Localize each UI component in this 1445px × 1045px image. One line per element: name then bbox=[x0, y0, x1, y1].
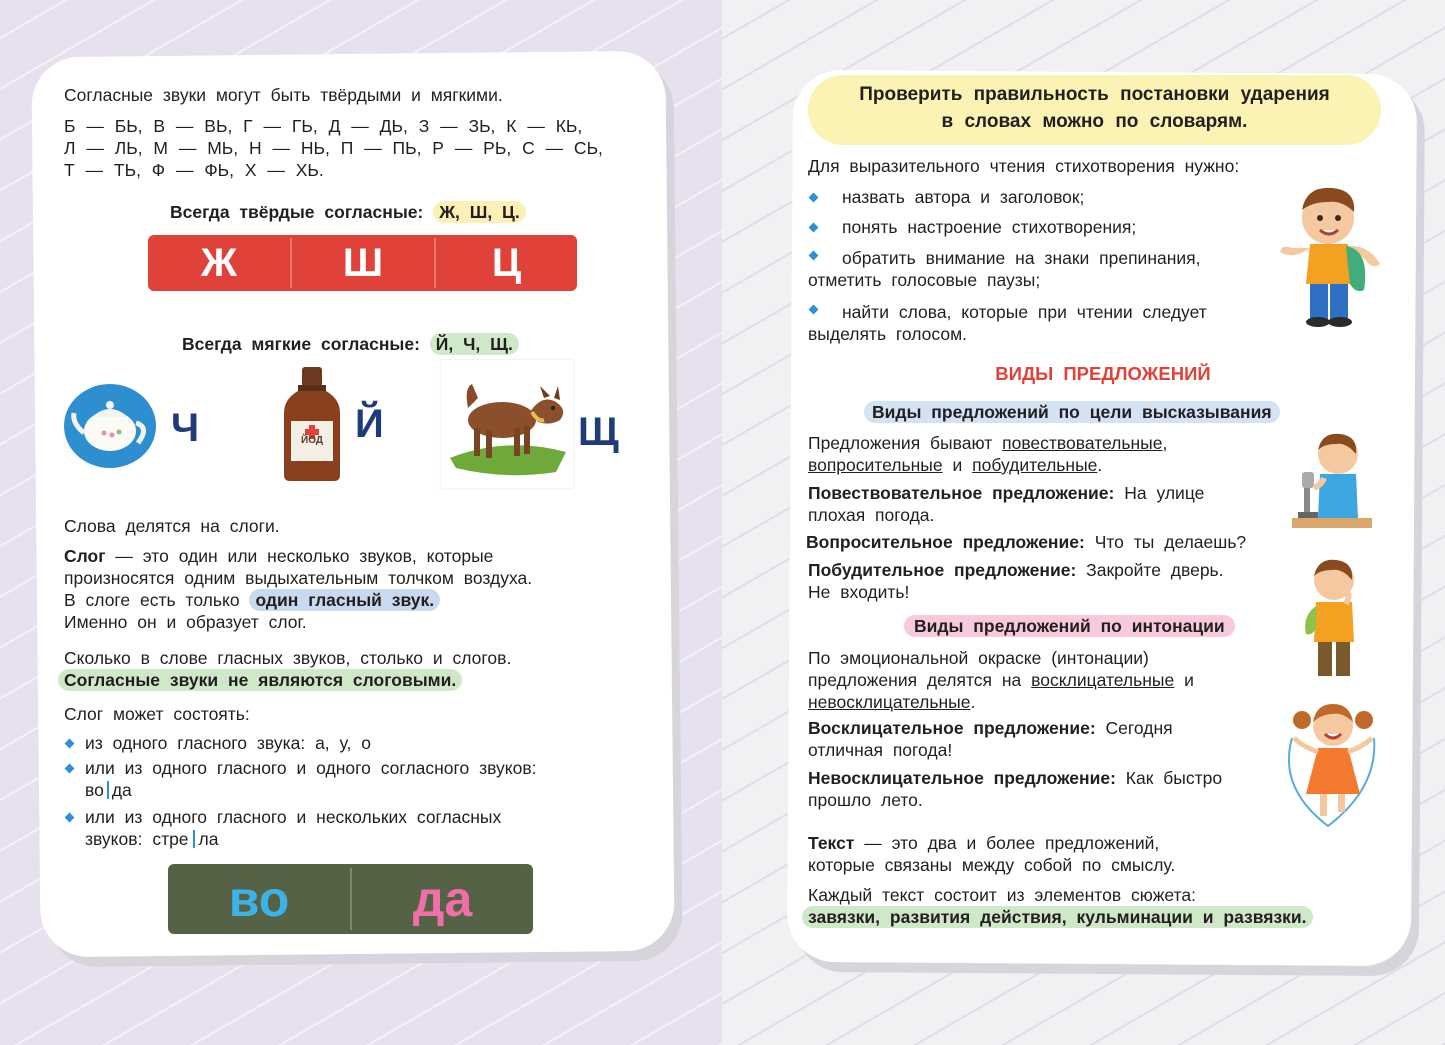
syllable-definition-line-1 bbox=[64, 545, 493, 567]
syllable-divider bbox=[107, 781, 109, 799]
purpose-title bbox=[864, 401, 1280, 423]
purpose-kind-narrative: повествовательные bbox=[1002, 433, 1163, 453]
syllable-term: Слог bbox=[64, 546, 106, 566]
reading-item-2: понять настроение стихотворения; bbox=[842, 217, 1137, 237]
syllable-def-1: — это один или несколько звуков, которые bbox=[105, 546, 494, 566]
girl-with-jump-rope-icon bbox=[1278, 698, 1388, 830]
question-line bbox=[806, 531, 1246, 553]
purpose-kind-imperative: побудительные bbox=[972, 455, 1098, 475]
pairs-line-1: Б — БЬ, В — ВЬ, Г — ГЬ, Д — ДЬ, З — ЗЬ, К — КЬ, bbox=[64, 116, 583, 136]
syllable-definition-line-3 bbox=[64, 589, 440, 611]
syllables-intro: Слова делятся на слоги. bbox=[64, 516, 280, 536]
nonexclamatory-example-2: прошло лето. bbox=[808, 790, 923, 810]
boy-with-backpack-icon bbox=[1276, 180, 1388, 330]
purpose-title-highlight: Виды предложений по цели высказывания bbox=[864, 401, 1280, 423]
example-vo: во bbox=[85, 780, 104, 800]
text-term: Текст bbox=[808, 833, 855, 853]
reading-item-3-cont: отметить голосовые паузы; bbox=[808, 270, 1041, 290]
syllable-def-4: Именно он и образует слог. bbox=[64, 612, 307, 632]
imperative-example-2: Не входить! bbox=[808, 582, 910, 602]
soft-consonants-letters: Й, Ч, Щ. bbox=[430, 333, 519, 355]
voda-cell-da: да bbox=[412, 871, 473, 927]
letter-ch: Ч bbox=[171, 406, 200, 450]
reading-item-4: найти слова, которые при чтении следует bbox=[842, 302, 1207, 322]
reading-intro: Для выразительного чтения стихотворения нужно: bbox=[808, 156, 1240, 176]
hard-consonants-heading bbox=[170, 201, 526, 223]
consist-title: Слог может состоять: bbox=[64, 704, 250, 724]
exclamatory-term: Восклицательное предложение: bbox=[808, 718, 1096, 738]
narrative-example-1: На улице bbox=[1124, 483, 1205, 503]
imperative-term: Побудительное предложение: bbox=[808, 560, 1077, 580]
consist-item-2-example bbox=[85, 779, 132, 801]
hard-consonants-letters: Ж, Ш, Ц. bbox=[433, 201, 526, 223]
plot-intro: Каждый текст состоит из элементов сюжета: bbox=[808, 885, 1196, 905]
intonation-title-highlight: Виды предложений по интонации bbox=[904, 615, 1235, 637]
syllable-vowel-highlight: один гласный звук. bbox=[249, 589, 440, 611]
exclamatory-example-2: отличная погода! bbox=[808, 740, 953, 760]
intonation-kind-nonexclamatory: невосклицательные bbox=[808, 692, 971, 712]
consist-item-1: из одного гласного звука: а, у, о bbox=[85, 733, 371, 753]
narrative-example-2: плохая погода. bbox=[808, 505, 935, 525]
example-la: ла bbox=[198, 829, 219, 849]
consist-item-3: или из одного гласного и нескольких согласных bbox=[85, 807, 502, 827]
iodine-bottle-icon bbox=[282, 365, 342, 483]
intonation-kind-exclamatory: восклицательные bbox=[1031, 670, 1175, 690]
hard-cell-ts: Ц bbox=[491, 241, 522, 285]
hard-cell-zh: Ж bbox=[200, 241, 238, 285]
letter-shch: Щ bbox=[578, 410, 619, 454]
iodine-label: ЙОД bbox=[301, 435, 323, 446]
syllable-divider bbox=[193, 830, 195, 848]
exclamatory-line-1 bbox=[808, 717, 1173, 739]
question-term: Вопросительное предложение: bbox=[806, 532, 1085, 552]
dictionary-note-line-2: в словах можно по словарям. bbox=[941, 111, 1248, 132]
purpose-kind-question: вопросительные bbox=[808, 455, 943, 475]
voda-syllable-bar bbox=[168, 864, 533, 934]
pairs-line-2: Л — ЛЬ, М — МЬ, Н — НЬ, П — ПЬ, Р — РЬ, С — СЬ, bbox=[64, 138, 603, 158]
exclamatory-example-1: Сегодня bbox=[1105, 718, 1173, 738]
example-da: да bbox=[111, 780, 132, 800]
reading-item-1: назвать автора и заголовок; bbox=[842, 187, 1085, 207]
consonants-note bbox=[58, 669, 462, 691]
purpose-intro-line-1: Предложения бывают повествовательные, bbox=[808, 433, 1168, 453]
text-def-1: — это два и более предложений, bbox=[854, 833, 1160, 853]
syllable-def-2: произносятся одним выдыхательным толчком воздуха. bbox=[64, 568, 533, 588]
imperative-line-1 bbox=[808, 559, 1224, 581]
text-definition-line-1 bbox=[808, 832, 1159, 854]
hard-cell-sh: Ш bbox=[342, 241, 384, 285]
nonexclamatory-line-1 bbox=[808, 767, 1222, 789]
intro-text: Согласные звуки могут быть твёрдыми и мягкими. bbox=[64, 85, 503, 105]
purpose-intro: Предложения бывают bbox=[808, 433, 993, 453]
question-example: Что ты делаешь? bbox=[1094, 532, 1247, 552]
example-stre: стре bbox=[152, 829, 189, 849]
consonants-note-highlight: Согласные звуки не являются слоговыми. bbox=[58, 669, 462, 691]
nonexclamatory-example-1: Как быстро bbox=[1125, 768, 1223, 788]
intonation-line-2 bbox=[808, 669, 1194, 691]
teapot-icon bbox=[64, 383, 160, 469]
narrative-term: Повествовательное предложение: bbox=[808, 483, 1115, 503]
reading-item-3: обратить внимание на знаки препинания, bbox=[842, 248, 1201, 268]
intonation-intro: предложения делятся на bbox=[808, 670, 1022, 690]
intonation-line-1: По эмоциональной окраске (интонации) bbox=[808, 648, 1149, 668]
example-zv: звуков: bbox=[85, 829, 143, 849]
syllable-def-3: В слоге есть только bbox=[64, 590, 240, 610]
dictionary-note-line-1: Проверить правильность постановки ударения bbox=[859, 84, 1330, 105]
dog-icon bbox=[446, 368, 570, 480]
boy-with-microscope-icon bbox=[1290, 428, 1376, 532]
consist-item-3-example bbox=[85, 828, 219, 850]
intonation-title bbox=[904, 615, 1235, 637]
imperative-example-1: Закройте дверь. bbox=[1086, 560, 1224, 580]
thinking-boy-icon bbox=[1300, 556, 1368, 682]
nonexclamatory-term: Невосклицательное предложение: bbox=[808, 768, 1116, 788]
soft-consonants-heading bbox=[182, 333, 519, 355]
section-title: ВИДЫ ПРЕДЛОЖЕНИЙ bbox=[995, 363, 1211, 384]
plot-elements bbox=[802, 906, 1313, 928]
count-text: Сколько в слове гласных звуков, столько и слогов. bbox=[64, 648, 512, 668]
soft-consonants-label: Всегда мягкие согласные: bbox=[182, 334, 420, 354]
narrative-line-1 bbox=[808, 482, 1204, 504]
intonation-and: и bbox=[1184, 670, 1194, 690]
hard-consonants-label: Всегда твёрдые согласные: bbox=[170, 202, 424, 222]
intonation-line-3: невосклицательные. bbox=[808, 692, 976, 712]
reading-item-4-cont: выделять голосом. bbox=[808, 324, 967, 344]
consist-item-2: или из одного гласного и одного согласного звуков: bbox=[85, 758, 537, 778]
pairs-line-3: Т — ТЬ, Ф — ФЬ, Х — ХЬ. bbox=[64, 160, 324, 180]
purpose-intro-line-2: вопросительные и побудительные. bbox=[808, 455, 1103, 475]
plot-elements-highlight: завязки, развития действия, кульминации и развязки. bbox=[802, 906, 1313, 928]
hard-consonants-bar bbox=[148, 235, 577, 291]
voda-cell-vo: во bbox=[228, 871, 290, 927]
letter-y: Й bbox=[355, 402, 384, 446]
text-def-2: которые связаны между собой по смыслу. bbox=[808, 855, 1176, 875]
purpose-and: и bbox=[952, 455, 963, 475]
